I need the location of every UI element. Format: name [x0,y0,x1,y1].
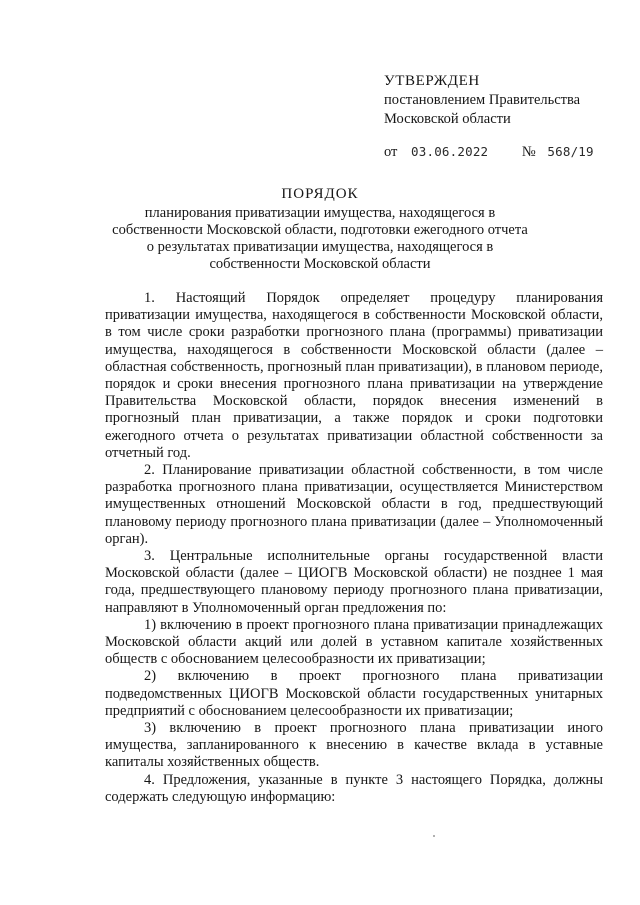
approval-line-1: постановлением Правительства [384,92,581,108]
document-subtitle: планирования приватизации имущества, находящегося в собственности Московской области, подготовки ежегодного отчета о результатах приватизации имущества, находящегося в собственности Московской области [112,205,528,272]
decree-number: 568/19 [547,144,594,159]
approval-line-2: Московской области [384,111,511,127]
paragraph-4: 4. Предложения, указанные в пункте 3 настоящего Порядка, должны содержать следующую информацию: [105,771,603,805]
paragraph-2: 2. Планирование приватизации областной собственности, в том числе разработка прогнозного плана приватизации, осуществляется Министерством имущественных отношений Московской области в год, предшествующий плановому периоду прогнозного плана приватизации (далее – Уполномоченный орган). [105,462,603,547]
decree-from-label: от [384,144,398,160]
paragraph-3-1: 1) включению в проект прогнозного плана приватизации принадлежащих Московской области акций или долей в уставном капитале хозяйственных обществ с обоснованием целесообразности их приватизации; [105,616,603,668]
approval-stamp: УТВЕРЖДЕН [384,73,480,89]
approval-block [384,72,624,129]
paragraph-1: 1. Настоящий Порядок определяет процедуру планирования приватизации имущества, находящегося в собственности Московской области, в том числе сроки разработки прогнозного плана (программы) приватизации имущества, находящегося в собственности Московской области (далее – областная собственность, прогнозный план приватизации), в плановом периоде, порядок и сроки внесения прогнозного плана приватизации на утверждение Правительства Московской области, порядок внесения изменений в прогнозный план приватизации, а также порядок и сроки подготовки ежегодного отчета о результатах приватизации областной собственности за отчетный год. [105,290,603,461]
paragraph-3-3: 3) включению в проект прогнозного плана приватизации иного имущества, запланированного к внесению в качестве вклада в уставные капиталы хозяйственных обществ. [105,720,603,771]
document-title: ПОРЯДОК [281,186,359,202]
paragraph-3: 3. Центральные исполнительные органы государственной власти Московской области (далее – ЦИОГВ Московской области) не позднее 1 мая года, предшествующего плановому периоду прогнозного плана приватизации, направляют в Уполномоченный орган предложения по: [105,548,603,616]
paragraph-3-2: 2) включению в проект прогнозного плана приватизации подведомственных ЦИОГВ Московской области государственных унитарных предприятий с обоснованием целесообразности их приватизации; [105,668,603,719]
decree-line [384,144,624,161]
document-body [105,290,603,806]
scan-dot [433,835,435,837]
decree-number-label: № [521,144,536,160]
decree-date: 03.06.2022 [411,144,489,159]
